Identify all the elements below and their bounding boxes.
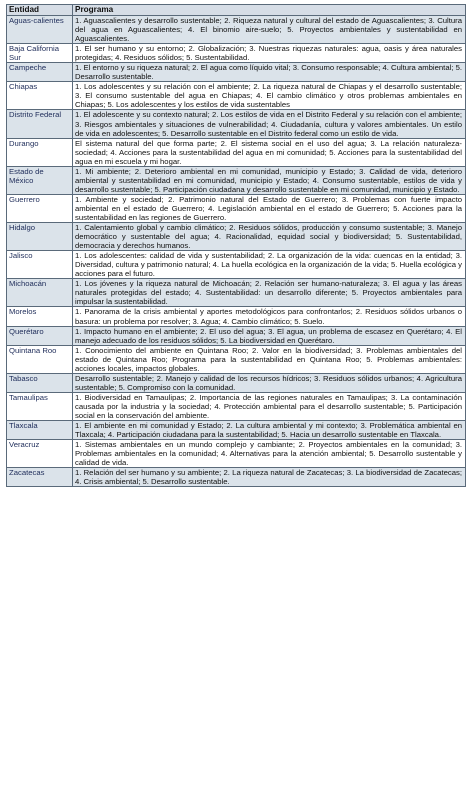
table-row <box>7 82 466 110</box>
programa-cell: 1. El adolescente y su contexto natural; 2. Los estilos de vida en el Distrito Federal y su relación con el ambiente; 3. Riesgos ambientales y situaciones de vulnerabilidad; 4. Ciudadanía, cultura y valores ambientales. Un estilo de vida en adolescentes; 5. Desarrollo sustentable en el Distrito federal como un estilo de vida. <box>73 110 466 138</box>
table-row <box>7 279 466 307</box>
programa-cell: 1. Relación del ser humano y su ambiente; 2. La riqueza natural de Zacatecas; 3. La biodiversidad de Zacatecas; 4. Crisis ambiental; 5. Desarrollo sustentable. <box>73 468 466 487</box>
table-row <box>7 307 466 326</box>
entidad-cell: Querétaro <box>7 326 73 345</box>
table-row <box>7 166 466 194</box>
table-row <box>7 345 466 373</box>
table-row <box>7 421 466 440</box>
programa-cell: 1. Impacto humano en el ambiente; 2. El uso del agua; 3. El agua, un problema de escasez en Querétaro; 4. El manejo adecuado de los residuos sólidos; 5. La biodiversidad en Querétaro. <box>73 326 466 345</box>
entidad-cell: Morelos <box>7 307 73 326</box>
table-row <box>7 440 466 468</box>
table-row <box>7 194 466 222</box>
entidad-cell: Quintana Roo <box>7 345 73 373</box>
entidad-cell: Aguas-calientes <box>7 16 73 44</box>
programa-cell: 1. El ser humano y su entorno; 2. Globalización; 3. Nuestras riquezas naturales: agua, oasis y área naturales protegidas; 4. Residuos sólidos; 5. Sustentabilidad. <box>73 44 466 63</box>
programa-cell: 1. Aguascalientes y desarrollo sustentable; 2. Riqueza natural y cultural del estado de Aguascalientes; 3. Cultura del agua en Aguascalientes; 4. El binomio aire-suelo; 5. Proyectos ambientales y sustentabilidad en Aguascalientes. <box>73 16 466 44</box>
entidad-cell: Tlaxcala <box>7 421 73 440</box>
entidad-cell: Jalisco <box>7 251 73 279</box>
header-row <box>7 5 466 16</box>
entidad-cell: Distrito Federal <box>7 110 73 138</box>
table-row <box>7 468 466 487</box>
programa-cell: 1. Panorama de la crisis ambiental y aportes metodológicos para confrontarlos; 2. Residuos sólidos urbanos o basura: un problema por resolver; 3. Agua; 4. Cambio climático; 5. Suelo. <box>73 307 466 326</box>
programa-cell: 1. Ambiente y sociedad; 2. Patrimonio natural del Estado de Guerrero; 3. Problemas con fuerte impacto ambiental en el estado de Guerrero; 4. Legislación ambiental en el estado de Guerrero; 5. Acciones para la sustentabilidad en las regiones de Guerrero. <box>73 194 466 222</box>
programa-cell: Desarrollo sustentable; 2. Manejo y calidad de los recursos hídricos; 3. Residuos sólidos urbanos; 4. Agricultura sustentable; 5. Compromiso con la comunidad. <box>73 373 466 392</box>
table-row <box>7 16 466 44</box>
entidad-cell: Veracruz <box>7 440 73 468</box>
entidad-cell: Campeche <box>7 63 73 82</box>
programs-table <box>6 4 466 487</box>
table-body <box>7 16 466 487</box>
programa-cell: 1. Los adolescentes: calidad de vida y sustentabilidad; 2. La organización de la vida: cuencas en la entidad; 3. Diversidad, cultura y patrimonio natural; 4. La huella ecológica en la organización de la vida; 5. Huella ecológica y acciones para el futuro. <box>73 251 466 279</box>
programa-cell: 1. Los jóvenes y la riqueza natural de Michoacán; 2. Relación ser humano-naturaleza; 3. El agua y las áreas naturales protegidas del estado; 4. Sustentabilidad: un desarrollo diferente; 5. Proyectos ambientales para impulsar la sustentabilidad. <box>73 279 466 307</box>
programa-cell: 1. Los adolescentes y su relación con el ambiente; 2. La riqueza natural de Chiapas y el desarrollo sustentable; 3. El consumo sustentable del agua en Chiapas; 4. El cambio climático y otros problemas ambientales en Chiapas; 5. Los adolescentes y los estilos de vida sustentables <box>73 82 466 110</box>
entidad-cell: Durango <box>7 138 73 166</box>
table-row <box>7 223 466 251</box>
entidad-cell: Tabasco <box>7 373 73 392</box>
entidad-cell: Zacatecas <box>7 468 73 487</box>
header-entidad: Entidad <box>7 5 73 16</box>
entidad-cell: Tamaulipas <box>7 392 73 420</box>
table-row <box>7 251 466 279</box>
table-row <box>7 373 466 392</box>
programa-cell: 1. Biodiversidad en Tamaulipas; 2. Importancia de las regiones naturales en Tamaulipas; 3. La contaminación causada por la industria y la sociedad; 4. Protección ambiental para el desarrollo sustentable; 5. Participación social en la conservación del ambiente. <box>73 392 466 420</box>
programa-cell: 1. Conocimiento del ambiente en Quintana Roo; 2. Valor en la biodiversidad; 3. Problemas ambientales del estado de Quintana Roo; Programa para la sustentabilidad en Quintana Roo; 5. Problemas ambientales: acciones locales, impactos globales. <box>73 345 466 373</box>
entidad-cell: Estado de México <box>7 166 73 194</box>
table-row <box>7 138 466 166</box>
programa-cell: 1. El ambiente en mi comunidad y Estado; 2. La cultura ambiental y mi contexto; 3. Problemática ambiental en Tlaxcala; 4. Participación ciudadana para la sustentabilidad; 5. Hacia un desarrollo sustentable en Tlaxcala. <box>73 421 466 440</box>
programa-cell: 1. El entorno y su riqueza natural; 2. El agua como líquido vital; 3. Consumo responsable; 4. Cultura ambiental; 5. Desarrollo sustentable. <box>73 63 466 82</box>
entidad-cell: Hidalgo <box>7 223 73 251</box>
entidad-cell: Chiapas <box>7 82 73 110</box>
table-row <box>7 392 466 420</box>
programa-cell: 1. Sistemas ambientales en un mundo complejo y cambiante; 2. Proyectos ambientales en la comunidad; 3. Problemas ambientales en la comunidad; 4. Alternativas para la atención ambiental; 5. Desarrollo sustentable y calidad de vida. <box>73 440 466 468</box>
programa-cell: 1. Mi ambiente; 2. Deterioro ambiental en mi comunidad, municipio y Estado; 3. Calidad de vida, deterioro ambiental y sustentabilidad en mi comunidad, municipio y Estado; 4. Consumo sustentable, estilos de vida y desarrollo sustentable; 5. Participación ciudadana y desarrollo sustentable en mi comunidad, municipio y Estado. <box>73 166 466 194</box>
header-programa: Programa <box>73 5 466 16</box>
table-row <box>7 63 466 82</box>
entidad-cell: Guerrero <box>7 194 73 222</box>
programa-cell: 1. Calentamiento global y cambio climático; 2. Residuos sólidos, producción y consumo sustentable; 3. Manejo democrático y sustentable del agua; 4. Racionalidad, equidad social y biodiversidad; 5. Sustentabilidad, democracia y derechos humanos. <box>73 223 466 251</box>
table-row <box>7 44 466 63</box>
entidad-cell: Michoacán <box>7 279 73 307</box>
programa-cell: El sistema natural del que forma parte; 2. El sistema social en el uso del agua; 3. La relación naturaleza-sociedad; 4. Acciones para la sustentabilidad del agua en mi comunidad; 5. Acciones para la sustentabilidad del agua en mi escuela y mi hogar. <box>73 138 466 166</box>
table-row <box>7 110 466 138</box>
entidad-cell: Baja California Sur <box>7 44 73 63</box>
table-row <box>7 326 466 345</box>
